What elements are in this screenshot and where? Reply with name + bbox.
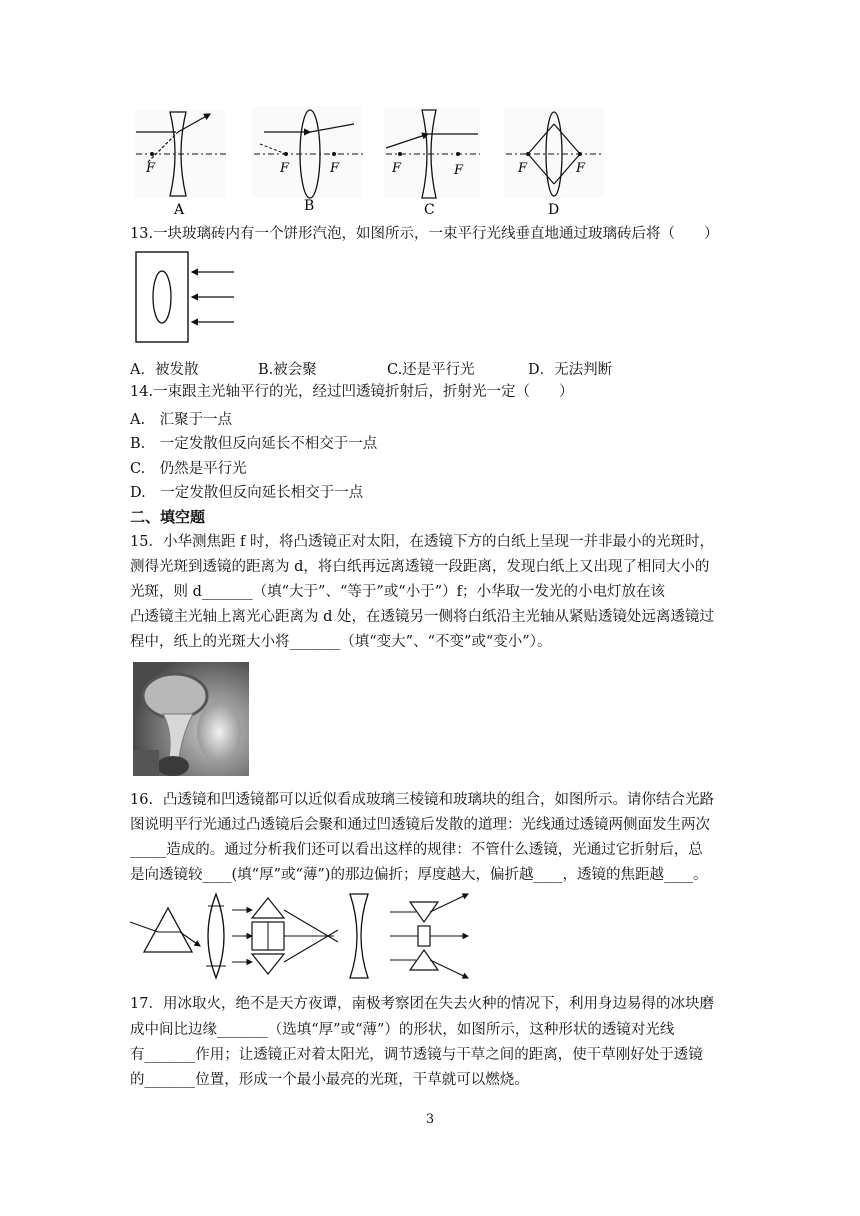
focus-label-c2: F: [454, 163, 464, 178]
q17-line-3: 有_______作用；让透镜正对着太阳光，调节透镜与干草之间的距离，使干草刚好处于透镜: [130, 1047, 703, 1063]
focus-label-b1: F: [280, 161, 290, 176]
focus-label-d2: F: [576, 161, 586, 176]
q15-line-4: 凸透镜主光轴上离光心距离为 d 处，在透镜另一侧将白纸沿主光轴从紧贴透镜处远离透镜过: [130, 609, 714, 625]
q17-line-2: 成中间比边缘_______（选填“厚”或“薄”）的形状，如图所示，这种形状的透镜对光线: [130, 1022, 675, 1038]
caption-d: D: [548, 202, 560, 218]
focus-label-d1: F: [518, 161, 528, 176]
q15-line-3: 光斑，则 d_______（填“大于”、“等于”或“小于”）f；小华取一发光的小电灯放在该: [130, 584, 665, 600]
lens-diagram-b: [252, 106, 364, 214]
lens-diagram-d: [504, 108, 604, 218]
q15-line-2: 测得光斑到透镜的距离为 d，将白纸再远离透镜一段距离，发现白纸上又出现了相同大小的: [130, 559, 710, 575]
q13-stem: 13.一块玻璃砖内有一个饼形汽泡，如图所示，一束平行光线垂直地通过玻璃砖后将（ ）: [130, 226, 719, 242]
magnifier-photo: [133, 662, 249, 776]
focus-label-b2: F: [330, 161, 340, 176]
q14-option-c: C. 仍然是平行光: [130, 461, 247, 477]
q15-line-1: 15．小华测焦距 f 时，将凸透镜正对太阳，在透镜下方的白纸上呈现一并非最小的光斑时，: [130, 534, 715, 550]
focus-label-c1: F: [392, 161, 402, 176]
q13-option-b: B.被会聚: [258, 362, 317, 378]
page-number: 3: [425, 1112, 435, 1127]
q16-line-3: _____造成的。通过分析我们还可以看出这样的规律：不管什么透镜，光通过它折射后，总: [130, 842, 703, 858]
focus-label-a: F: [146, 161, 156, 176]
q16-line-4: 是向透镜较____(填“厚”或“薄”)的那边偏折；厚度越大，偏折越____，透镜的焦距越____。: [130, 867, 708, 883]
q16-line-1: 16．凸透镜和凹透镜都可以近似看成玻璃三棱镜和玻璃块的组合，如图所示。请你结合光路: [130, 792, 714, 808]
lens-diagram-a: [134, 110, 226, 218]
section-title: 二、填空题: [130, 508, 206, 526]
q15-line-5: 程中，纸上的光斑大小将_______（填“变大”、“不变”或“变小”）。: [130, 634, 552, 650]
q13-option-a: A．被发散: [130, 362, 199, 378]
q14-stem: 14.一束跟主光轴平行的光，经过凹透镜折射后，折射光一定（ ）: [130, 384, 574, 400]
q14-option-d: D. 一定发散但反向延长相交于一点: [130, 485, 364, 501]
q13-option-d: D．无法判断: [528, 362, 613, 378]
q14-option-b: B. 一定发散但反向延长不相交于一点: [130, 436, 378, 452]
lens-figure-row: [128, 102, 608, 220]
q16-line-2: 图说明平行光通过凸透镜后会聚和通过凹透镜后发散的道理：光线通过透镜两侧面发生两次: [130, 817, 710, 833]
q14-option-a: A. 汇聚于一点: [130, 412, 233, 428]
lens-diagram-c: [384, 108, 480, 218]
caption-b: B: [304, 198, 315, 214]
caption-a: A: [174, 202, 185, 218]
caption-c: C: [424, 202, 435, 218]
q17-line-4: 的_______位置，形成一个最小最亮的光斑，干草就可以燃烧。: [130, 1072, 529, 1088]
glass-brick-figure: [134, 250, 238, 346]
q17-line-1: 17．用冰取火，绝不是天方夜谭，南极考察团在失去火种的情况下，利用身边易得的冰块磨: [130, 996, 714, 1012]
prism-lens-figure: [128, 888, 476, 984]
q13-option-c: C.还是平行光: [387, 362, 475, 378]
